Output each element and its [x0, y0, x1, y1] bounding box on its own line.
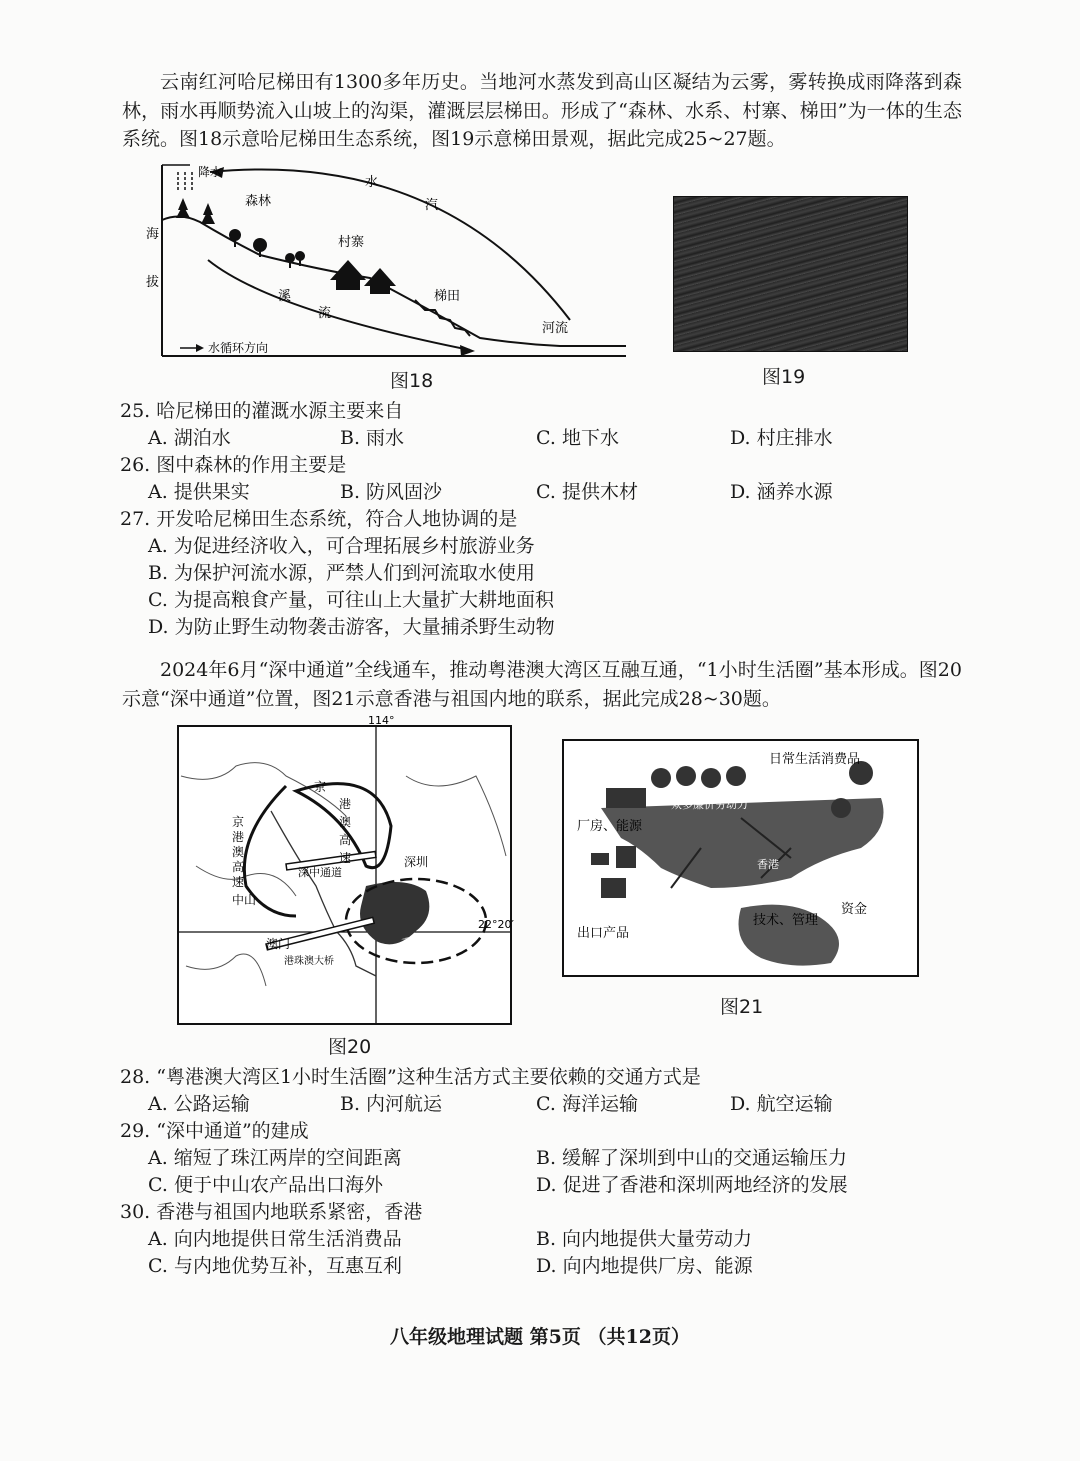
section1-intro: 云南红河哈尼梯田有1300多年历史。当地河水蒸发到高山区凝结为云雾，雾转换成雨降落到森林，雨水再顺势流入山坡上的沟渠，灌溉层层梯田。形成了“森林、水系、村寨、梯田”为一体的生态系统。图18示意哈尼梯田生态系统，图19示意梯田景观，据此完成25~27题。 [122, 71, 962, 150]
cycle-label: 水循环方向 [208, 341, 269, 355]
figure-21-diagram [561, 738, 921, 980]
question-29-option-c[interactable]: C. 便于中山农产品出口海外 [148, 1174, 383, 1196]
question-26-option-d[interactable]: D. 涵养水源 [730, 481, 833, 503]
question-27-option-b[interactable]: B. 为保护河流水源，严禁人们到河流取水使用 [148, 562, 536, 584]
terrace-label: 梯田 [434, 289, 461, 304]
latitude-label: 22°20′ [478, 918, 514, 931]
river-label: 河流 [542, 321, 569, 336]
figure-20-map [176, 716, 516, 1028]
hongkong-label-21: 香港 [757, 858, 779, 871]
question-26-option-b[interactable]: B. 防风固沙 [340, 481, 443, 503]
question-27-option-c[interactable]: C. 为提高粮食产量，可往山上大量扩大耕地面积 [148, 589, 554, 611]
vapor-label-1: 水 [365, 175, 379, 190]
question-30-option-a[interactable]: A. 向内地提供日常生活消费品 [148, 1228, 402, 1250]
question-29-option-d[interactable]: D. 促进了香港和深圳两地经济的发展 [536, 1174, 848, 1196]
precip-label: 降水 [198, 165, 223, 179]
plant-energy-label: 厂房、能源 [577, 819, 643, 834]
village-houses [330, 260, 396, 294]
question-26-option-a[interactable]: A. 提供果实 [148, 481, 250, 503]
expressway-west-char-5: 速 [232, 875, 245, 889]
terraces [415, 300, 470, 336]
question-30-option-c[interactable]: C. 与内地优势互补，互惠互利 [148, 1255, 402, 1277]
question-27-option-d[interactable]: D. 为防止野生动物袭击游客，大量捕杀野生动物 [148, 616, 555, 638]
tech-management-label: 技术、管理 [753, 913, 819, 928]
capital-label: 资金 [841, 902, 868, 917]
question-29-stem: 29. “深中通道”的建成 [120, 1120, 309, 1142]
question-29-option-b[interactable]: B. 缓解了深圳到中山的交通运输压力 [536, 1147, 848, 1169]
zhongshan-label: 中山 [232, 893, 257, 907]
question-27-option-a[interactable]: A. 为促进经济收入，可合理拓展乡村旅游业务 [148, 535, 535, 557]
exports-label: 出口产品 [577, 926, 630, 941]
expressway-east-char-4: 高 [339, 833, 352, 847]
figure-18 [140, 160, 640, 365]
question-30-stem: 30. 香港与祖国内地联系紧密，香港 [120, 1201, 423, 1223]
terrace-photo [673, 196, 908, 352]
page-footer: 八年级地理试题 第5页 （共12页） [390, 1326, 690, 1348]
question-25-option-b[interactable]: B. 雨水 [340, 427, 405, 449]
expressway-east-char-2: 港 [339, 797, 352, 811]
figure-21-caption: 图21 [720, 996, 764, 1018]
daily-goods-label: 日常生活消费品 [769, 752, 861, 767]
question-26-option-c[interactable]: C. 提供木材 [536, 481, 638, 503]
shenzhen-label: 深圳 [404, 855, 429, 869]
expressway-east-char-1: 京 [314, 780, 327, 794]
question-28-option-d[interactable]: D. 航空运输 [730, 1093, 833, 1115]
question-28-option-a[interactable]: A. 公路运输 [148, 1093, 250, 1115]
expressway-west-char-4: 高 [232, 860, 245, 874]
village-label: 村寨 [338, 235, 365, 250]
stream-label-2: 流 [318, 306, 332, 321]
labor-label: 众多廉价劳动力 [671, 798, 748, 811]
expressway-west-char-3: 澳 [232, 845, 245, 859]
question-27-stem: 27. 开发哈尼梯田生态系统，符合人地协调的是 [120, 508, 518, 530]
forest-label: 森林 [245, 194, 272, 209]
altitude-label-1: 海 [146, 227, 160, 242]
question-25-option-d[interactable]: D. 村庄排水 [730, 427, 833, 449]
hongkong-label: 香港 [401, 938, 421, 949]
vapor-label-2: 汽 [425, 198, 439, 213]
question-28-option-c[interactable]: C. 海洋运输 [536, 1093, 638, 1115]
section2-intro: 2024年6月“深中通道”全线通车，推动粤港澳大湾区互融互通，“1小时生活圈”基本形成。图20示意“深中通道”位置，图21示意香港与祖国内地的联系，据此完成28~30题。 [122, 659, 962, 710]
figure-20-caption: 图20 [328, 1036, 372, 1058]
figure-19-caption: 图19 [762, 366, 806, 388]
question-26-stem: 26. 图中森林的作用主要是 [120, 454, 347, 476]
figure-18-caption: 图18 [390, 370, 434, 392]
question-29-option-a[interactable]: A. 缩短了珠江两岸的空间距离 [148, 1147, 402, 1169]
longitude-label: 114° [368, 716, 395, 727]
question-25-option-c[interactable]: C. 地下水 [536, 427, 619, 449]
question-28-stem: 28. “粤港澳大湾区1小时生活圈”这种生活方式主要依赖的交通方式是 [120, 1066, 701, 1088]
expressway-east-char-3: 澳 [339, 815, 352, 829]
question-25-option-a[interactable]: A. 湖泊水 [148, 427, 231, 449]
question-25-stem: 25. 哈尼梯田的灌溉水源主要来自 [120, 400, 404, 422]
bridge-label: 港珠澳大桥 [284, 956, 334, 967]
expressway-east-char-5: 速 [339, 851, 352, 865]
expressway-west-char-2: 港 [232, 830, 245, 844]
question-28-option-b[interactable]: B. 内河航运 [340, 1093, 443, 1115]
altitude-label-2: 拔 [146, 275, 160, 290]
tunnel-label: 深中通道 [298, 866, 342, 879]
question-30-option-b[interactable]: B. 向内地提供大量劳动力 [536, 1228, 753, 1250]
expressway-west-char-1: 京 [232, 815, 245, 829]
precipitation-arrows [178, 172, 192, 190]
tree-icons [176, 198, 305, 268]
stream-label-1: 溪 [278, 289, 292, 304]
question-30-option-d[interactable]: D. 向内地提供厂房、能源 [536, 1255, 753, 1277]
macau-label: 澳门 [266, 937, 291, 951]
